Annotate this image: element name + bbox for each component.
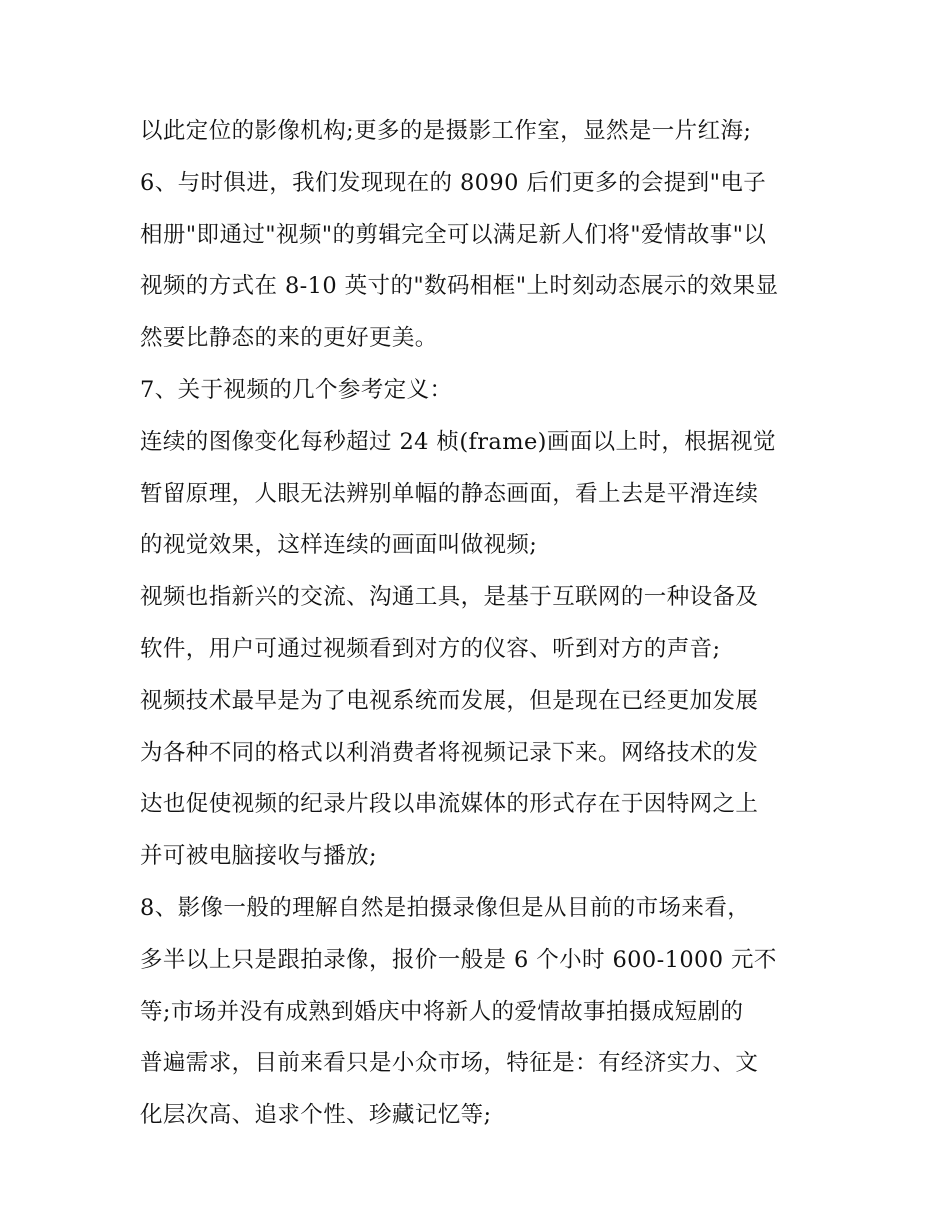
text-line: 以此定位的影像机构;更多的是摄影工作室，显然是一片红海;: [140, 118, 752, 144]
text-line: 多半以上只是跟拍录像，报价一般是 6 个小时 600-1000 元不: [140, 946, 777, 973]
text-line: 6、与时俱进，我们发现现在的 8090 后们更多的会提到"电子: [140, 169, 767, 196]
text-line: 相册"即通过"视频"的剪辑完全可以满足新人们将"爱情故事"以: [140, 221, 767, 248]
text-line: 连续的图像变化每秒超过 24 桢(frame)画面以上时，根据视觉: [140, 428, 776, 455]
text-line: 软件，用户可通过视频看到对方的仪容、听到对方的声音;: [140, 635, 721, 662]
text-line: 视频技术最早是为了电视系统而发展，但是现在已经更加发展: [140, 687, 759, 714]
text-line: 暂留原理，人眼无法辨别单幅的静态画面，看上去是平滑连续: [140, 480, 759, 507]
section-heading-7: 7、关于视频的几个参考定义：: [140, 376, 453, 403]
text-line: 等;市场并没有成熟到婚庆中将新人的爱情故事拍摄成短剧的: [140, 998, 744, 1025]
text-line: 为各种不同的格式以利消费者将视频记录下来。网络技术的发: [140, 739, 759, 766]
text-line: 视频的方式在 8-10 英寸的"数码相框"上时刻动态展示的效果显: [140, 273, 779, 300]
text-line: 视频也指新兴的交流、沟通工具，是基于互联网的一种设备及: [140, 584, 759, 611]
text-line: 的视觉效果，这样连续的画面叫做视频;: [140, 532, 538, 559]
section-heading-8: 8、影像一般的理解自然是拍摄录像但是从目前的市场来看，: [140, 894, 751, 921]
text-line: 然要比静态的来的更好更美。: [140, 325, 438, 352]
text-line: 并可被电脑接收与播放;: [140, 843, 377, 870]
document-body: [140, 106, 820, 1142]
text-line: 达也促使视频的纪录片段以串流媒体的形式存在于因特网之上: [140, 791, 759, 818]
text-line: 化层次高、追求个性、珍藏记忆等;: [140, 1102, 492, 1129]
text-line: 普遍需求，目前来看只是小众市场，特征是：有经济实力、文: [140, 1050, 759, 1077]
